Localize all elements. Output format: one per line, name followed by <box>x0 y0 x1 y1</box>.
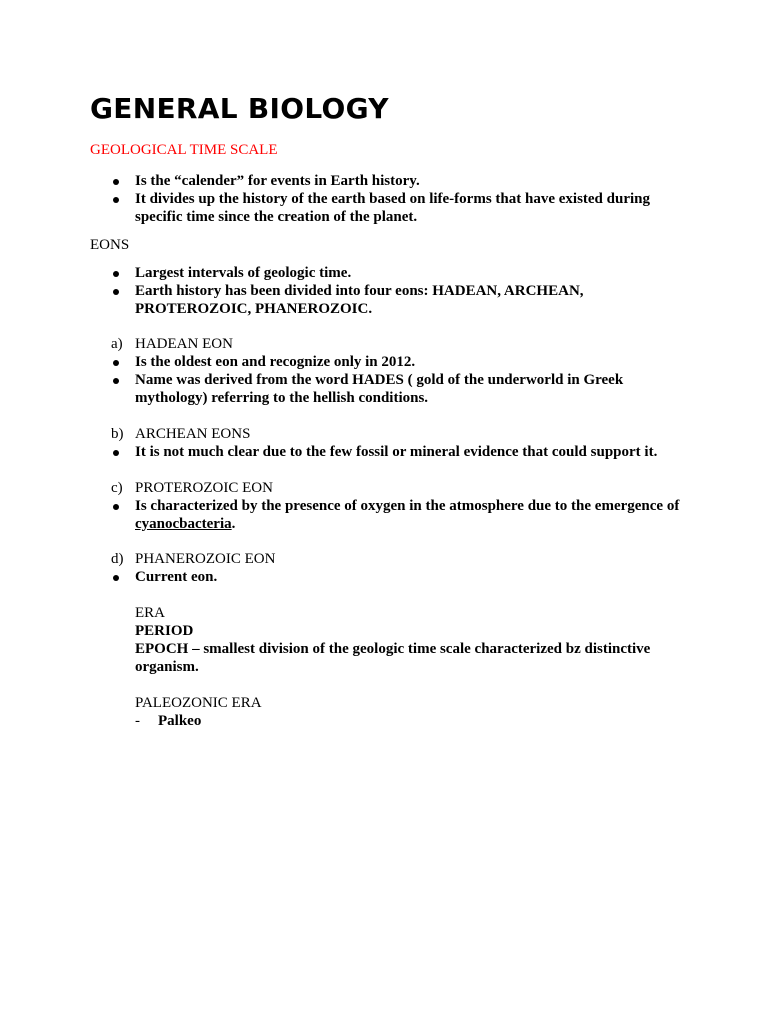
list-item <box>90 497 680 533</box>
bullet-text: It is not much clear due to the few fossil or mineral evidence that could support it. <box>135 444 658 460</box>
section-heading: ARCHEAN EONS <box>135 426 251 442</box>
bullet-text: It divides up the history of the earth based on life-forms that have existed during specific time since the creation of the planet. <box>135 191 651 225</box>
bullet-text: Largest intervals of geologic time. <box>135 265 352 281</box>
eons-heading: EONS <box>90 237 130 253</box>
bullet-text-suffix: . <box>231 516 236 532</box>
dash-marker: - <box>135 713 140 729</box>
section-heading-row <box>90 425 680 443</box>
bullet-text: Current eon. <box>135 569 218 585</box>
section-heading-row <box>90 335 680 353</box>
eons-bullet-list <box>90 264 680 318</box>
bullet-text-prefix: Is characterized by the presence of oxygen in the atmosphere due to the emergence of <box>135 498 680 514</box>
document-title: GENERAL BIOLOGY <box>90 92 389 125</box>
bullet-icon <box>113 378 119 384</box>
section-letter: d) <box>111 551 124 567</box>
bullet-icon <box>113 575 119 581</box>
bullet-icon <box>113 504 119 510</box>
phanerozoic-section <box>90 550 680 730</box>
bullet-icon <box>113 450 119 456</box>
section-heading: PHANEROZOIC EON <box>135 551 276 567</box>
hadean-section <box>90 335 680 407</box>
bullet-text <box>135 497 680 533</box>
paleozoic-item: Palkeo <box>158 713 202 729</box>
section-heading-row <box>90 479 680 497</box>
period-label: PERIOD <box>135 623 194 639</box>
list-item <box>90 443 680 461</box>
list-item <box>90 568 680 586</box>
era-label: ERA <box>135 605 165 621</box>
list-item <box>90 371 680 407</box>
bullet-icon <box>113 271 119 277</box>
list-item <box>90 172 680 190</box>
list-item <box>90 190 680 226</box>
paleozoic-heading: PALEOZONIC ERA <box>135 695 262 711</box>
section-heading: HADEAN EON <box>135 336 233 352</box>
bullet-text: Is the “calender” for events in Earth history. <box>135 173 420 189</box>
section-letter: b) <box>111 426 124 442</box>
bullet-icon <box>113 179 119 185</box>
bullet-icon <box>113 289 119 295</box>
bullet-icon <box>113 360 119 366</box>
section-letter: a) <box>111 336 123 352</box>
section-heading: PROTEROZOIC EON <box>135 480 273 496</box>
cyanobacteria-term: cyanocbacteria <box>135 516 232 532</box>
bullet-text: Earth history has been divided into four eons: HADEAN, ARCHEAN, PROTEROZOIC, PHANEROZOIC. <box>135 283 584 317</box>
list-item <box>90 282 680 318</box>
bullet-text: Is the oldest eon and recognize only in 2012. <box>135 354 416 370</box>
list-item <box>90 712 680 730</box>
bullet-icon <box>113 197 119 203</box>
intro-bullet-list <box>90 172 680 226</box>
epoch-definition: EPOCH – smallest division of the geologic time scale characterized bz distinctive organism. <box>135 641 651 675</box>
bullet-text: Name was derived from the word HADES ( gold of the underworld in Greek mythology) referring to the hellish conditions. <box>135 372 624 406</box>
section-subtitle: GEOLOGICAL TIME SCALE <box>90 142 278 158</box>
section-letter: c) <box>111 480 123 496</box>
archean-section <box>90 425 680 461</box>
proterozoic-section <box>90 479 680 533</box>
list-item <box>90 353 680 371</box>
section-heading-row <box>90 550 680 568</box>
list-item <box>90 264 680 282</box>
